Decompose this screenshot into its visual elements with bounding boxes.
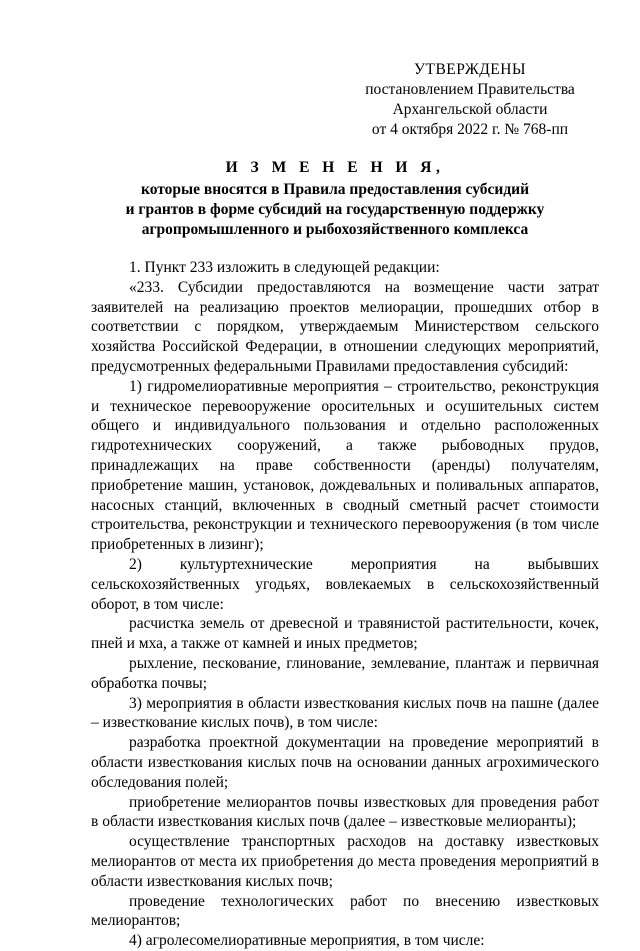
- document-title: [70, 158, 600, 240]
- paragraph: 1. Пункт 233 изложить в следующей редакции:: [129, 259, 440, 276]
- paragraph: 1) гидромелиоративные мероприятия – строительство, реконструкция и техническое перевооружение оросительных и осушительных систем общего и индивидуального пользования и отдельно расположенных гидротехнических сооружений, а также рыбоводных прудов, принадлежащих на праве собственности (аренды) получателям, приобретение машин, установок, дождевальных и поливальных аппаратов, насосных станций, включенных в сводный сметный расчет стоимости строительства, реконструкции и технического перевооружения (в том числе приобретенных в лизинг);: [91, 377, 599, 554]
- paragraph: 2) культуртехнические мероприятия на выбывших сельскохозяйственных угодьях, вовлекаемых в сельскохозяйственный оборот, в том числе:: [91, 555, 599, 613]
- paragraph: осуществление транспортных расходов на доставку известковых мелиорантов от места их приобретения до места проведения мероприятий в области известкования кислых почв;: [91, 833, 599, 890]
- title-heading: И З М Е Н Е Н И Я,: [225, 159, 445, 176]
- paragraph: приобретение мелиорантов почвы известковых для проведения работ в области известкования кислых почв (далее – известковые мелиоранты);: [91, 793, 599, 831]
- paragraph: разработка проектной документации на проведение мероприятий в области известкования кислых почв на основании данных агрохимического обследования полей;: [91, 734, 599, 791]
- approval-line: постановлением Правительства: [365, 81, 575, 98]
- approval-heading: УТВЕРЖДЕНЫ: [414, 61, 526, 78]
- paragraph: расчистка земель от древесной и травянистой растительности, кочек, пней и мха, а также от камней и иных предметов;: [91, 615, 599, 653]
- paragraph: рыхление, пескование, глинование, землевание, плантаж и первичная обработка почвы;: [91, 654, 599, 692]
- approval-line: Архангельской области: [392, 101, 548, 118]
- approval-stamp: [340, 60, 600, 140]
- title-line: которые вносятся в Правила предоставления субсидий: [140, 181, 530, 198]
- document-body: [91, 258, 599, 951]
- paragraph: проведение технологических работ по внесению известковых мелиорантов;: [91, 892, 599, 930]
- paragraph: 4) агролесомелиоративные мероприятия, в том числе:: [129, 932, 485, 950]
- paragraph: 3) мероприятия в области известкования кислых почв на пашне (далее – известкование кислых почв), в том числе:: [91, 694, 599, 732]
- approval-line: от 4 октября 2022 г. № 768-пп: [371, 121, 569, 138]
- title-line: агропромышленного и рыбохозяйственного комплекса: [141, 221, 529, 238]
- title-line: и грантов в форме субсидий на государственную поддержку: [125, 201, 545, 218]
- paragraph: «233. Субсидии предоставляются на возмещение части затрат заявителей на реализацию проектов мелиорации, прошедших отбор в соответствии с порядком, утверждаемым Министерством сельского хозяйства Российской Федерации, в отношении следующих мероприятий, предусмотренных федеральными Правилами предоставления субсидий:: [91, 278, 599, 375]
